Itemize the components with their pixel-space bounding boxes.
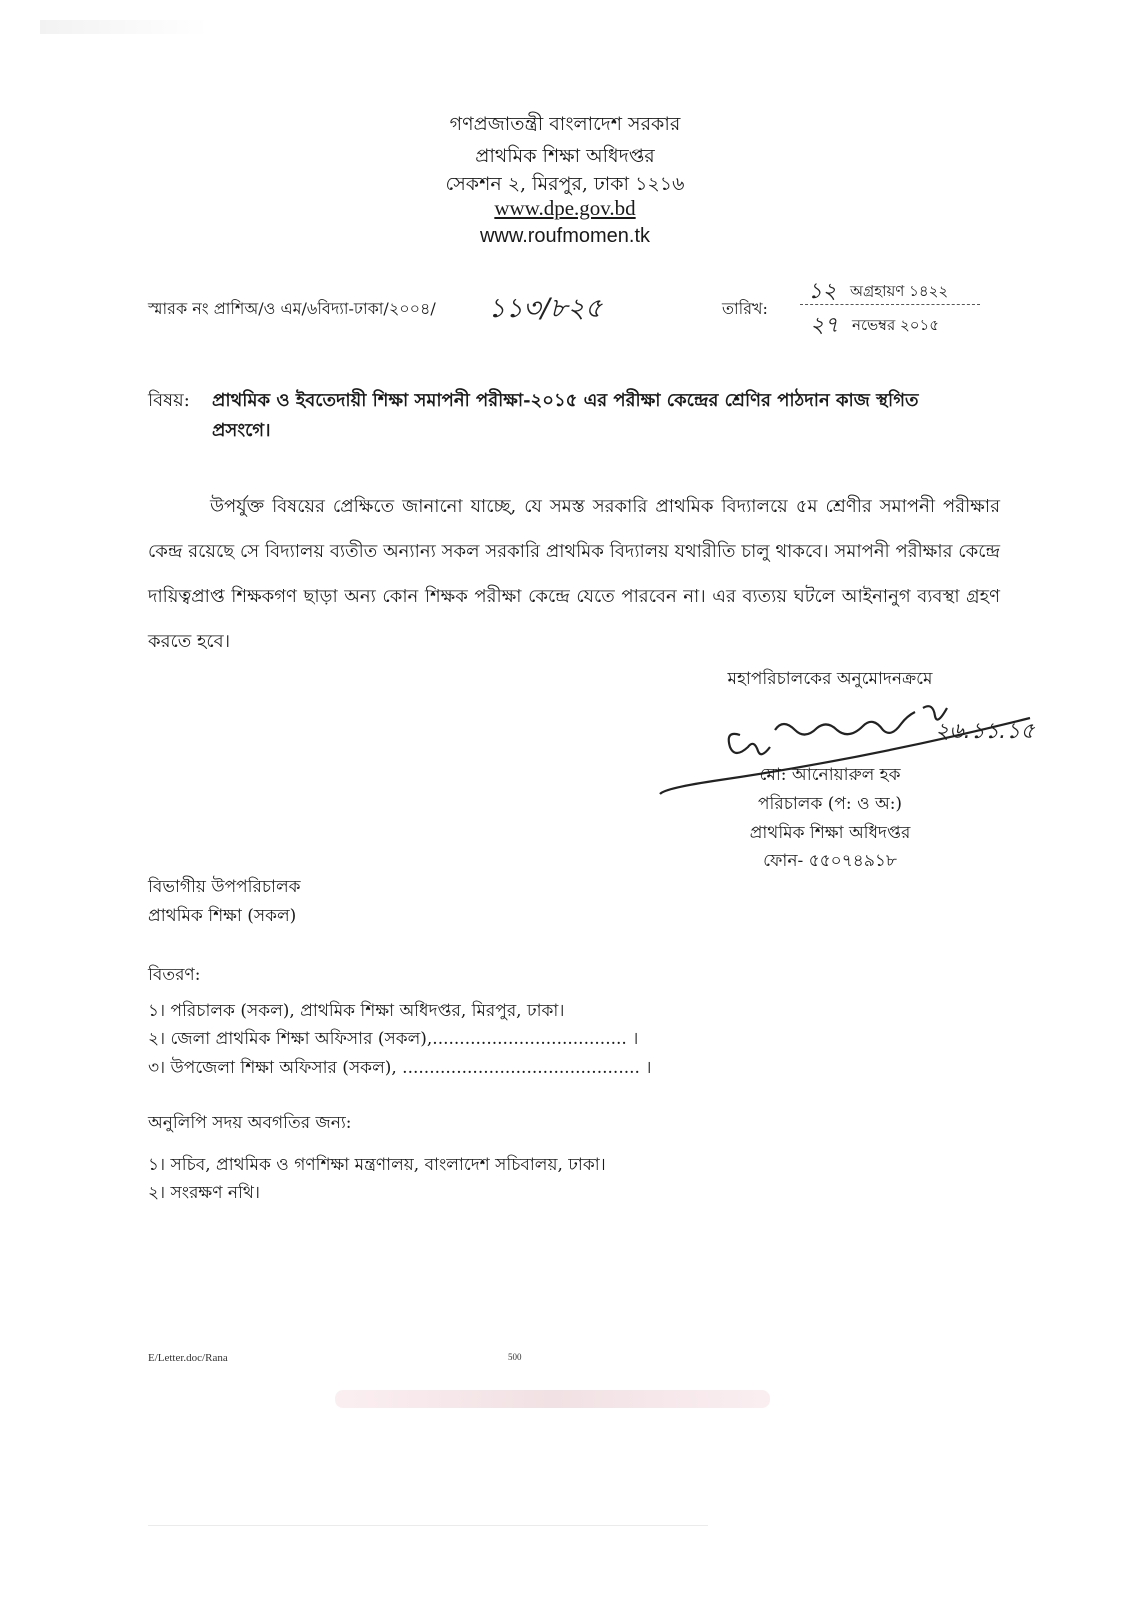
header-address: সেকশন ২, মিরপুর, ঢাকা ১২১৬ <box>445 173 685 195</box>
footer-count: 500 <box>508 1352 522 1362</box>
recipient-line1: বিভাগীয় উপপরিচালক <box>148 877 301 897</box>
signature-date-handwritten: ২৬.১১.১৫ <box>935 719 1035 744</box>
memo-reference-handwritten: ১১৩/৮২৫ <box>488 293 603 324</box>
subject-text: প্রাথমিক ও ইবতেদায়ী শিক্ষা সমাপনী পরীক্ষা-২০১৫ এর পরীক্ষা কেন্দ্রের শ্রেণির পাঠদান কাজ স্থগিত প্রসংগে। <box>212 390 919 441</box>
scan-smudge <box>40 20 210 34</box>
header-department: প্রাথমিক শিক্ষা অধিদপ্তর <box>475 145 655 167</box>
copy-title: অনুলিপি সদয় অবগতির জন্য: <box>148 1113 352 1133</box>
scan-line-bottom <box>148 1525 708 1526</box>
copy-item: ১। সচিব, প্রাথমিক ও গণশিক্ষা মন্ত্রণালয়, বাংলাদেশ সচিবালয়, ঢাকা। <box>148 1155 606 1175</box>
signatory-designation: পরিচালক (প: ও অ:) <box>757 794 903 814</box>
approval-note: মহাপরিচালকের অনুমোদনক্রমে <box>727 669 933 689</box>
header-government: গণপ্রজাতন্ত্রী বাংলাদেশ সরকার <box>449 113 681 135</box>
header-website2-link[interactable]: www.roufmomen.tk <box>479 225 651 247</box>
memo-reference-label: স্মারক নং প্রাশিঅ/ও এম/৬বিদ্যা-ঢাকা/২০০৪/ <box>148 299 436 318</box>
signatory-name: মো: আনোয়ারুল হক <box>759 765 901 785</box>
distribution-item: ১। পরিচালক (সকল), প্রাথমিক শিক্ষা অধিদপ্তর, মিরপুর, ঢাকা। <box>148 1001 565 1021</box>
header-website-link[interactable]: www.dpe.gov.bd <box>494 196 636 220</box>
date-divider <box>800 304 980 305</box>
signatory-office: প্রাথমিক শিক্ষা অধিদপ্তর <box>749 823 911 843</box>
recipient-line2: প্রাথমিক শিক্ষা (সকল) <box>148 906 297 926</box>
copy-item: ২। সংরক্ষণ নথি। <box>148 1183 260 1203</box>
date-bangla-month-year: অগ্রহায়ণ ১৪২২ <box>850 282 949 300</box>
date-label: তারিখ: <box>722 299 768 318</box>
date-english-month-year: নভেম্বর ২০১৫ <box>852 316 939 334</box>
scan-artifact <box>335 1390 770 1408</box>
distribution-item: ৩। উপজেলা শিক্ষা অফিসার (সকল), ............................................ । <box>148 1058 652 1078</box>
header-website2-wrap <box>0 225 1130 248</box>
date-english-day: ২৭ <box>810 313 839 338</box>
header-website-wrap <box>0 196 1130 221</box>
subject-label: বিষয়: <box>148 390 190 411</box>
distribution-item: ২। জেলা প্রাথমিক শিক্ষা অফিসার (সকল),.................................... । <box>148 1029 639 1049</box>
signatory-phone: ফোন- ৫৫০৭৪৯১৮ <box>763 851 897 871</box>
distribution-title: বিতরণ: <box>148 965 201 985</box>
date-bangla-day: ১২ <box>808 279 837 304</box>
subject-block <box>148 386 978 446</box>
footer-file-reference: E/Letter.doc/Rana <box>148 1352 228 1364</box>
body-paragraph: উপর্যুক্ত বিষয়ের প্রেক্ষিতে জানানো যাচ্ছে, যে সমস্ত সরকারি প্রাথমিক বিদ্যালয়ে ৫ম শ্রেণীর সমাপনী পরীক্ষার কেন্দ্র রয়েছে সে বিদ্যালয় ব্যতীত অন্যান্য সকল সরকারি প্রাথমিক বিদ্যালয় যথারীতি চালু থাকবে। সমাপনী পরীক্ষার কেন্দ্রে দায়িত্বপ্রাপ্ত শিক্ষকগণ ছাড়া অন্য কোন শিক্ষক পরীক্ষা কেন্দ্রে যেতে পারবেন না। এর ব্যত্যয় ঘটলে আইনানুগ ব্যবস্থা গ্রহণ করতে হবে। <box>148 496 1001 652</box>
